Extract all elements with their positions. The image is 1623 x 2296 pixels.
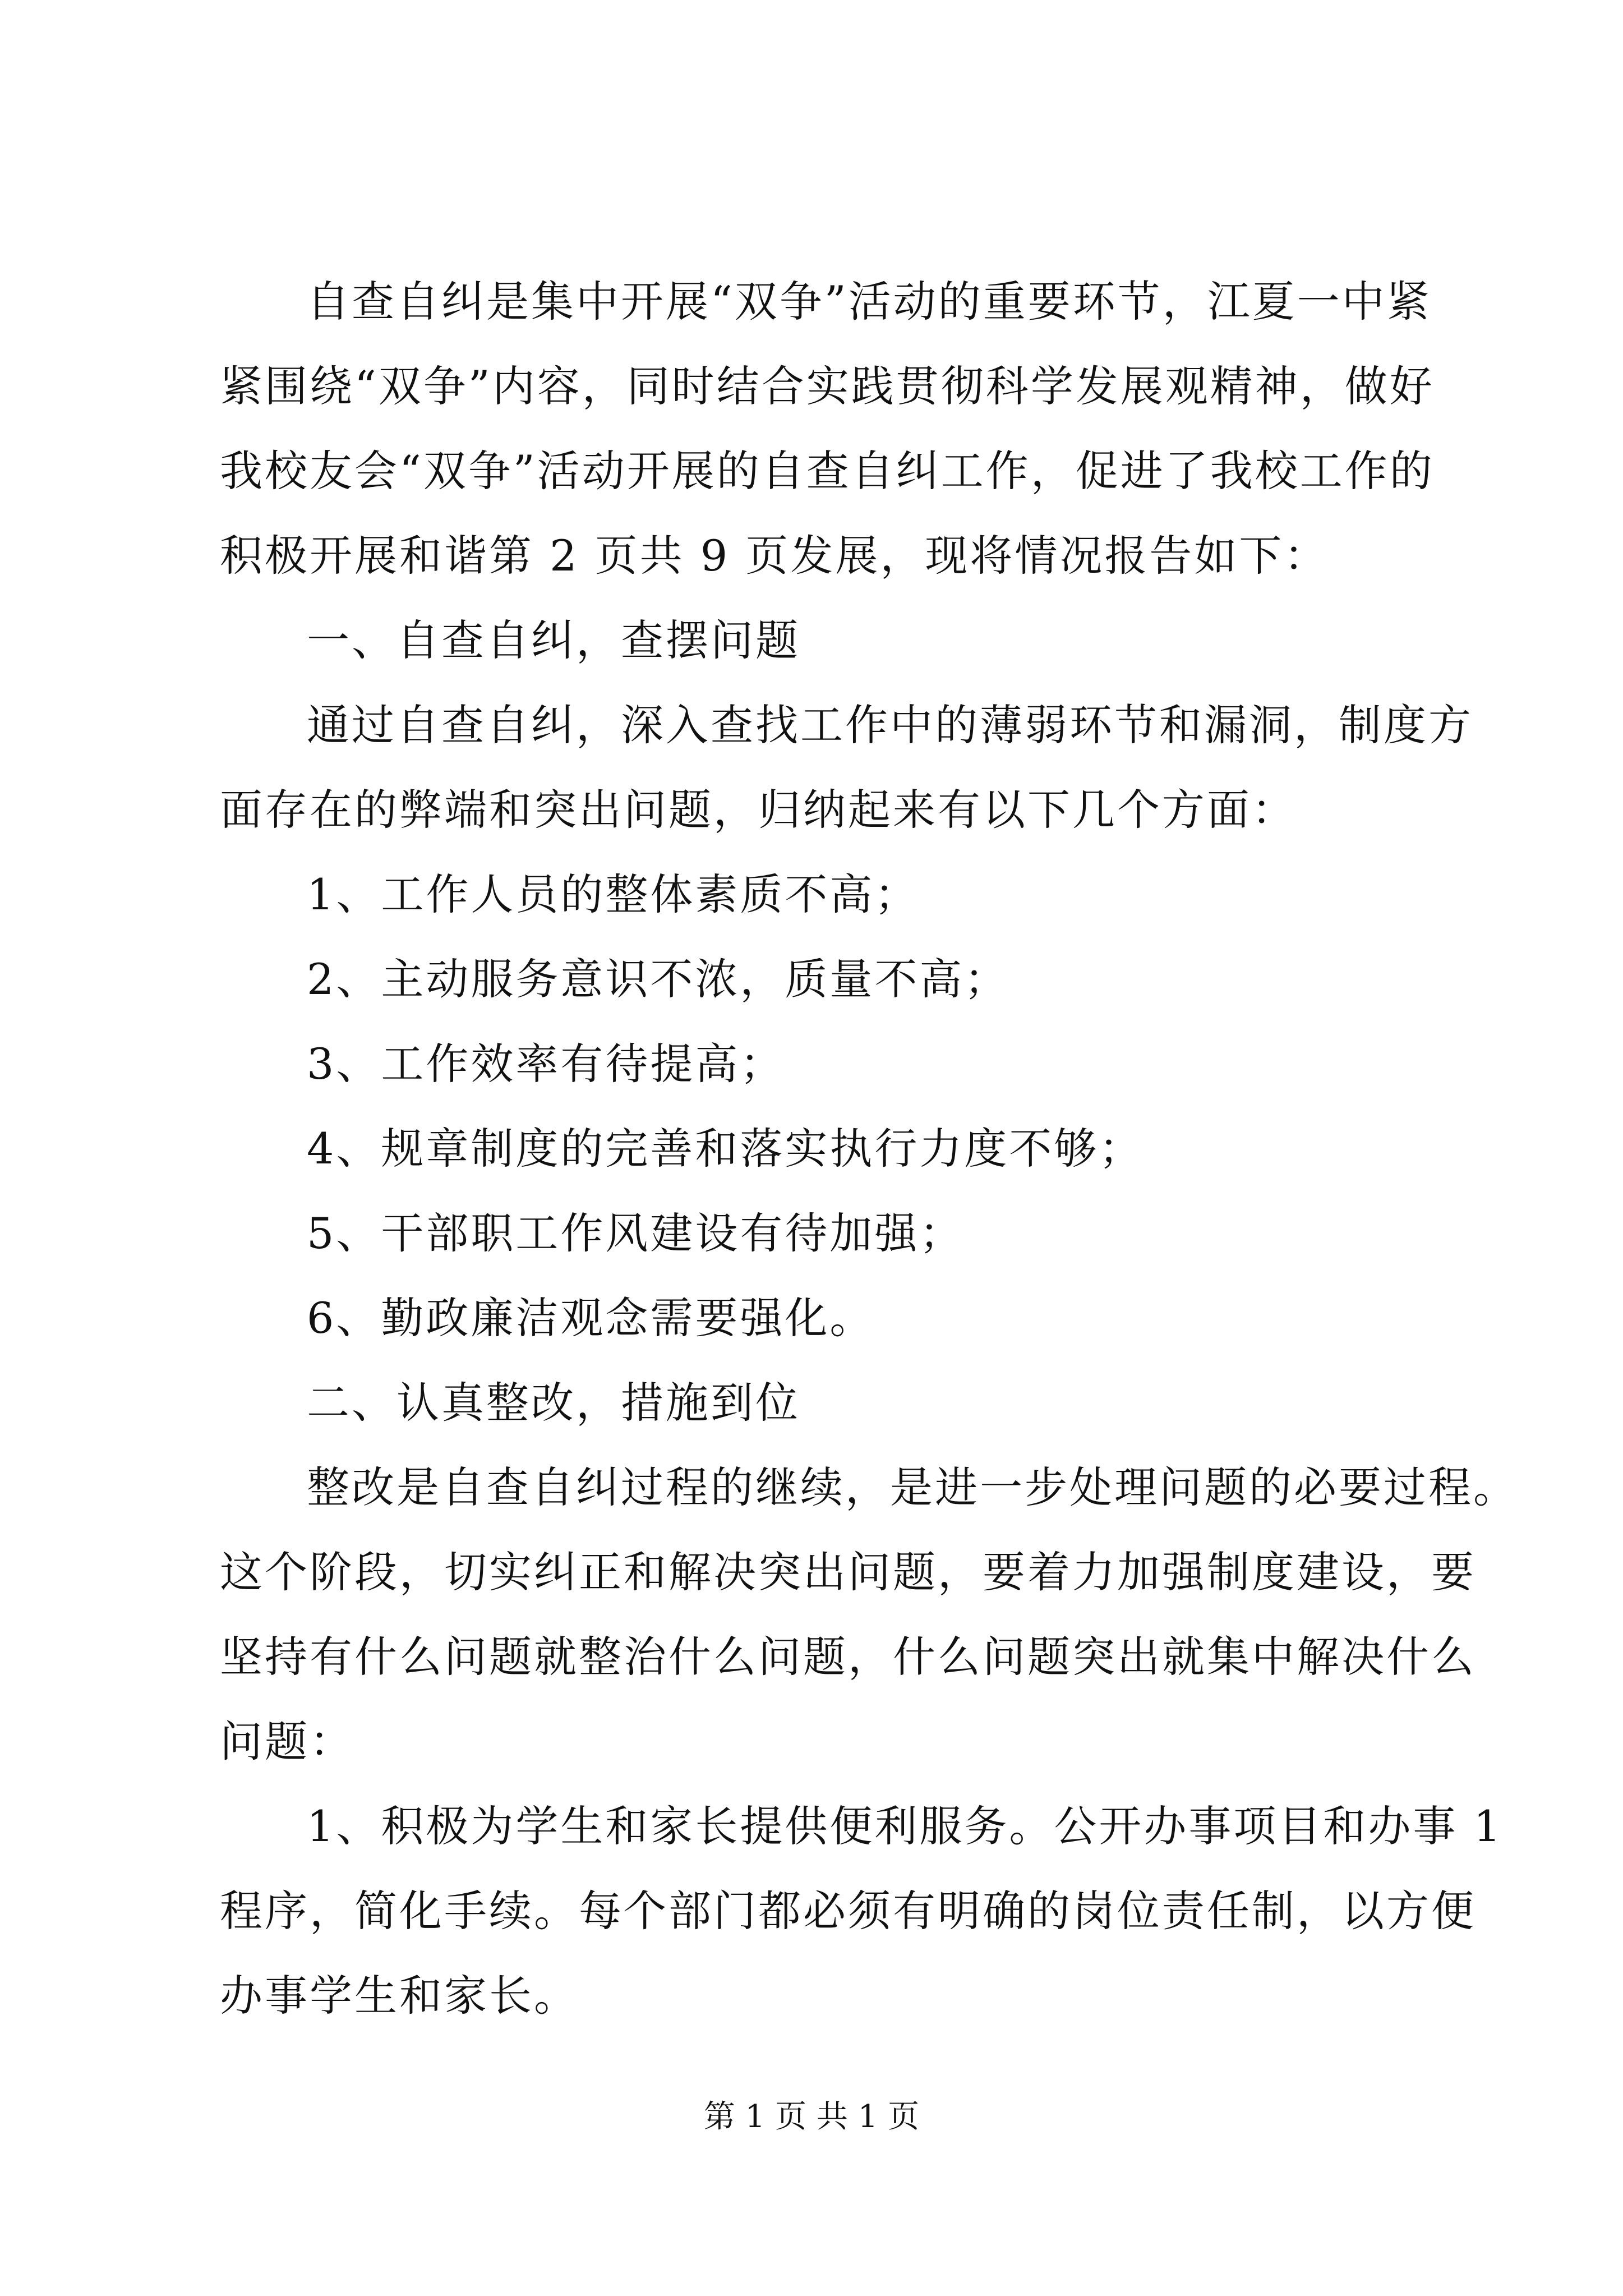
document-body bbox=[220, 259, 1518, 2038]
section-heading: 一、自查自纠，查摆问题 bbox=[307, 615, 800, 665]
paragraph-line: 紧围绕“双争”内容，同时结合实践贯彻科学发展观精神，做好 bbox=[220, 361, 1435, 411]
page-footer bbox=[0, 2095, 1623, 2139]
paragraph-line: 积极开展和谐第 2 页共 9 页发展，现将情况报告如下： bbox=[220, 531, 1329, 581]
paragraph-line: 整改是自查自纠过程的继续，是进一步处理问题的必要过程。 bbox=[307, 1462, 1518, 1512]
list-item: 5、干部职工作风建设有待加强； bbox=[307, 1208, 965, 1258]
list-item: 4、规章制度的完善和落实执行力度不够； bbox=[307, 1124, 1144, 1174]
list-item: 1、工作人员的整体素质不高； bbox=[307, 869, 920, 919]
list-item: 2、主动服务意识不浓，质量不高； bbox=[307, 954, 1009, 1004]
page-number-label: 第 1 页 共 1 页 bbox=[703, 2099, 920, 2135]
list-item: 3、工作效率有待提高； bbox=[307, 1039, 785, 1089]
paragraph-line: 问题： bbox=[220, 1717, 354, 1766]
list-item: 1、积极为学生和家长提供便利服务。公开办事项目和办事 1 bbox=[307, 1801, 1503, 1851]
paragraph-line: 我校友会“双争”活动开展的自查自纠工作，促进了我校工作的 bbox=[220, 446, 1435, 496]
paragraph-line: 面存在的弊端和突出问题，归纳起来有以下几个方面： bbox=[220, 785, 1297, 835]
paragraph-line: 自查自纠是集中开展“双争”活动的重要环节，江夏一中紧 bbox=[307, 277, 1432, 326]
paragraph-line: 办事学生和家长。 bbox=[220, 1971, 579, 2021]
paragraph-line: 坚持有什么问题就整治什么问题，什么问题突出就集中解决什么 bbox=[220, 1632, 1476, 1682]
section-heading: 二、认真整改，措施到位 bbox=[307, 1378, 800, 1428]
paragraph-line: 通过自查自纠，深入查找工作中的薄弱环节和漏洞，制度方 bbox=[307, 700, 1473, 750]
paragraph-line: 这个阶段，切实纠正和解决突出问题，要着力加强制度建设，要 bbox=[220, 1547, 1476, 1597]
list-item: 6、勤政廉洁观念需要强化。 bbox=[307, 1293, 875, 1343]
paragraph-line: 程序，简化手续。每个部门都必须有明确的岗位责任制，以方便 bbox=[220, 1886, 1476, 1936]
